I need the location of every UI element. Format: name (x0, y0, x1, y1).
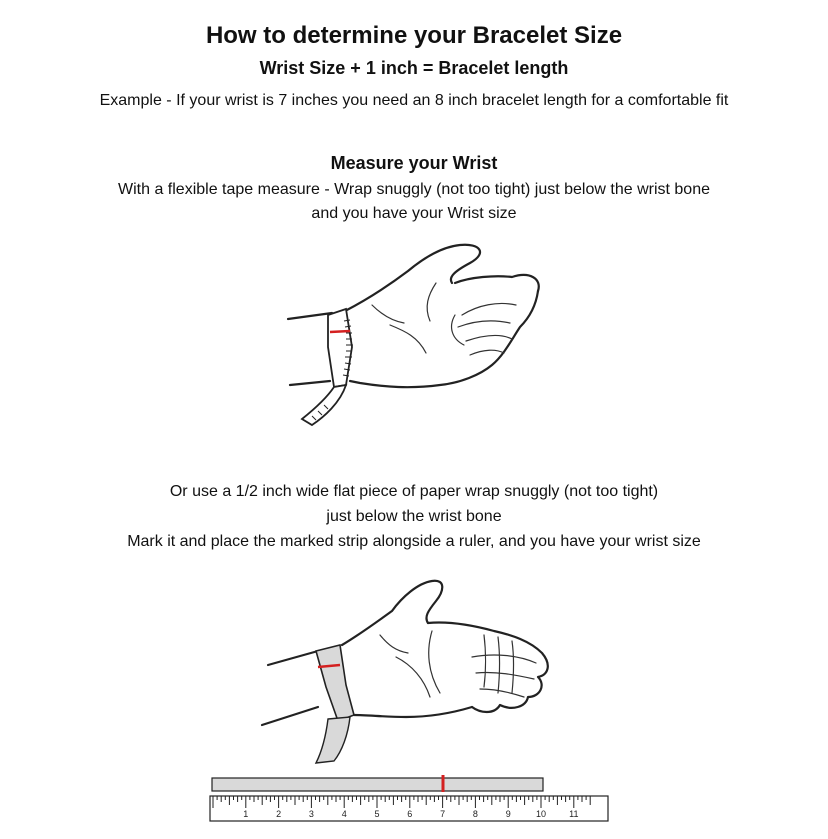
ruler-label: 11 (569, 809, 579, 819)
marked-paper-strip (212, 778, 543, 791)
ruler-label: 8 (472, 809, 478, 819)
hand-tape-measure-illustration (0, 235, 828, 435)
ruler-label: 2 (276, 809, 282, 819)
ruler-label: 6 (407, 809, 413, 819)
ruler-label: 7 (440, 809, 446, 819)
paper-instruction-line-3: Mark it and place the marked strip alongside a ruler, and you have your wrist size (127, 533, 701, 550)
formula-subtitle: Wrist Size + 1 inch = Bracelet length (259, 58, 569, 78)
tape-mark (330, 331, 350, 332)
paper-instruction-line-2: just below the wrist bone (326, 508, 502, 525)
hand-paper-strip-illustration (0, 575, 828, 765)
ruler-label: 9 (505, 809, 511, 819)
ruler-label: 10 (535, 809, 547, 819)
ruler-label: 1 (243, 809, 249, 819)
ruler-label: 4 (341, 809, 347, 819)
ruler-illustration (0, 770, 828, 830)
ruler-label: 5 (374, 809, 380, 819)
example-text: Example - If your wrist is 7 inches you need an 8 inch bracelet length for a comfortable fit (99, 92, 729, 109)
ruler-label: 3 (308, 809, 314, 819)
page-title: How to determine your Bracelet Size (205, 22, 623, 49)
measure-instruction-line-1: With a flexible tape measure - Wrap snuggly (not too tight) just below the wrist bone (118, 181, 710, 198)
measure-instruction-line-2: and you have your Wrist size (311, 205, 517, 222)
paper-instruction-line-1: Or use a 1/2 inch wide flat piece of paper wrap snuggly (not too tight) (169, 483, 659, 500)
measure-section-title: Measure your Wrist (330, 153, 498, 173)
